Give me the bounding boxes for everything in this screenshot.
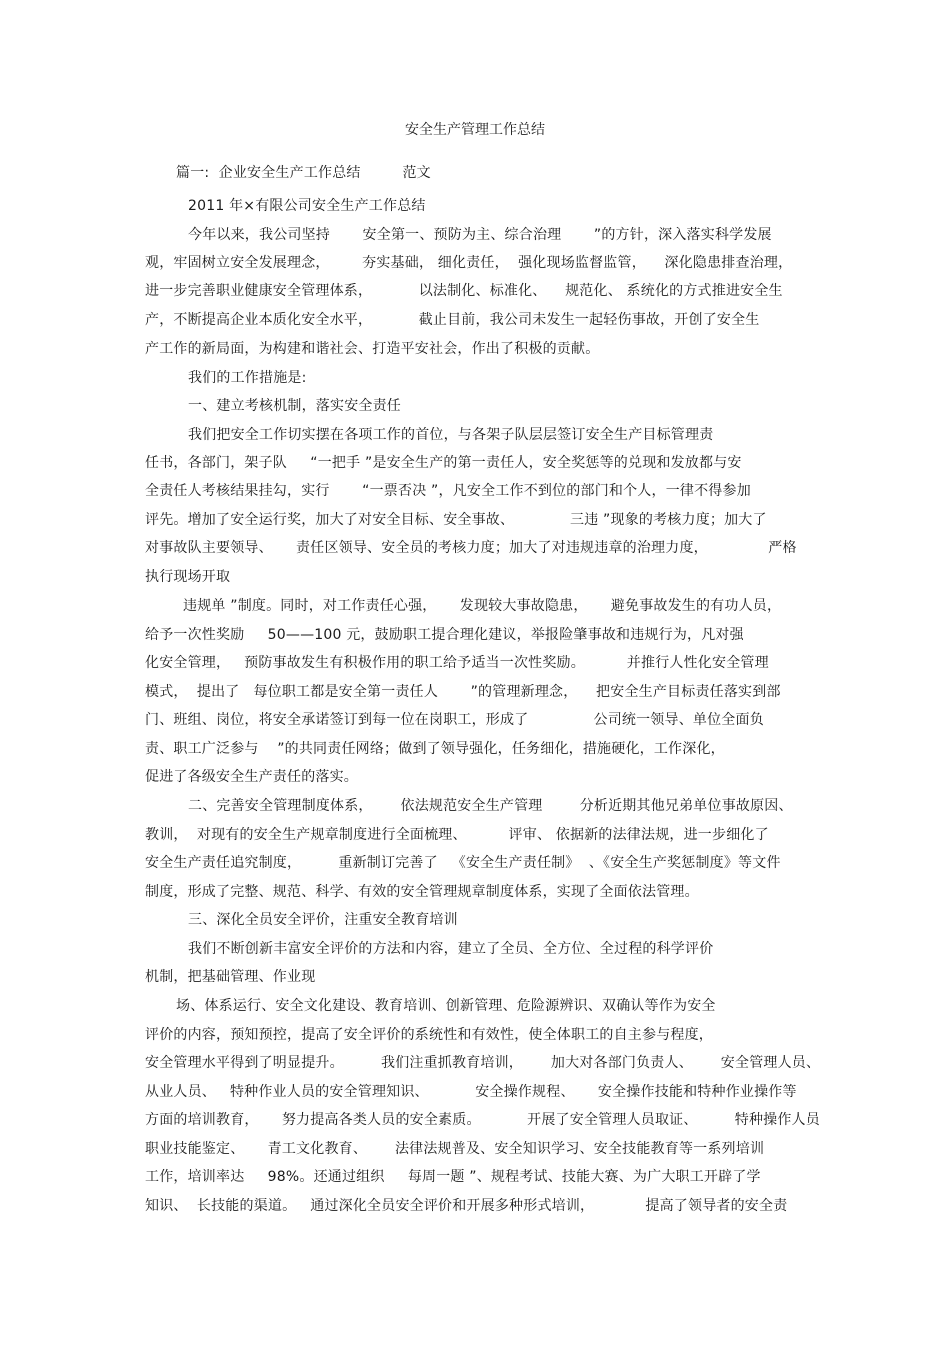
paragraph-line: 工作，培训率达 98%。还通过组织 每周一题 ”、规程考试、技能大赛、为广大职工开辟了学 <box>145 1169 761 1185</box>
paragraph-line: 我们不断创新丰富安全评价的方法和内容，建立了全员、全方位、全过程的科学评价 <box>188 941 714 957</box>
subtitle-line: 2011 年×有限公司安全生产工作总结 <box>188 198 426 214</box>
paragraph-line: 任书，各部门，架子队 “一把手 ”是安全生产的第一责任人，安全奖惩等的兑现和发放都与安 <box>145 455 742 471</box>
paragraph-line: 产工作的新局面，为构建和谐社会、打造平安社会，作出了积极的贡献。 <box>145 341 600 357</box>
paragraph-line: 给予一次性奖励 50——100 元，鼓励职工提合理化建议，举报险肇事故和违规行为，凡对强 <box>145 627 744 643</box>
paragraph-line: 安全生产责任追究制度， 重新制订完善了 《安全生产责任制》 、《安全生产奖惩制度》等文件 <box>145 855 781 871</box>
paragraph-line: 促进了各级安全生产责任的落实。 <box>145 769 358 785</box>
paragraph-line: 从业人员、 特种作业人员的安全管理知识、 安全操作规程、 安全操作技能和特种作业操作等 <box>145 1084 797 1100</box>
paragraph-line: 化安全管理， 预防事故发生有积极作用的职工给予适当一次性奖励。 并推行人性化安全管理 <box>145 655 769 671</box>
paragraph-line: 今年以来，我公司坚持 安全第一、预防为主、综合治理 ”的方针，深入落实科学发展 <box>188 227 772 243</box>
paragraph-line: 评先。增加了安全运行奖，加大了对安全目标、安全事故、 三违 ”现象的考核力度；加大了 <box>145 512 767 528</box>
paragraph-line: 进一步完善职业健康安全管理体系， 以法制化、标准化、 规范化、 系统化的方式推进安全生 <box>145 283 783 299</box>
paragraph-line: 方面的培训教育， 努力提高各类人员的安全素质。 开展了安全管理人员取证、 特种操作人员 <box>145 1112 820 1128</box>
paragraph-line: 产，不断提高企业本质化安全水平， 截止目前，我公司未发生一起轻伤事故，开创了安全生 <box>145 312 760 328</box>
paragraph-line: 机制，把基础管理、作业现 <box>145 969 316 985</box>
paragraph-line: 我们把安全工作切实摆在各项工作的首位，与各架子队层层签订安全生产目标管理责 <box>188 427 714 443</box>
paragraph-line: 门、班组、岗位，将安全承诺签订到每一位在岗职工，形成了 公司统一领导、单位全面负 <box>145 712 764 728</box>
section-heading: 一、建立考核机制，落实安全责任 <box>188 398 401 414</box>
paragraph-line: 我们的工作措施是: <box>188 370 307 386</box>
paragraph-line: 责、职工广泛参与 ”的共同责任网络；做到了领导强化，任务细化，措施硬化，工作深化， <box>145 741 725 757</box>
section-heading: 篇一: 企业安全生产工作总结 范文 <box>176 165 431 181</box>
paragraph-line: 教训， 对现有的安全生产规章制度进行全面梳理、 评审、 依据新的法律法规，进一步细化了 <box>145 827 769 843</box>
paragraph-line: 违规单 ”制度。同时，对工作责任心强， 发现较大事故隐患， 避免事故发生的有功人员， <box>183 598 782 614</box>
paragraph-line: 制度，形成了完整、规范、科学、有效的安全管理规章制度体系，实现了全面依法管理。 <box>145 884 699 900</box>
paragraph-line: 观，牢固树立安全发展理念， 夯实基础， 细化责任， 强化现场监督监管， 深化隐患排查治理， <box>145 255 793 271</box>
paragraph-line: 全责任人考核结果挂勾，实行 “一票否决 ”，凡安全工作不到位的部门和个人，一律不得参加 <box>145 483 751 499</box>
paragraph-line: 职业技能鉴定、 青工文化教育、 法律法规普及、安全知识学习、安全技能教育等一系列培训 <box>145 1141 765 1157</box>
paragraph-line: 场、体系运行、安全文化建设、教育培训、创新管理、危险源辨识、双确认等作为安全 <box>176 998 716 1014</box>
paragraph-line: 二、完善安全管理制度体系， 依法规范安全生产管理 分析近期其他兄弟单位事故原因、 <box>188 798 793 814</box>
paragraph-line: 模式， 提出了 每位职工都是安全第一责任人 ”的管理新理念， 把安全生产目标责任落实到部 <box>145 684 781 700</box>
paragraph-line: 对事故队主要领导、 责任区领导、安全员的考核力度；加大了对违规违章的治理力度， 严格 <box>145 540 797 556</box>
section-heading: 三、深化全员安全评价，注重安全教育培训 <box>188 912 458 928</box>
paragraph-line: 知识、 长技能的渠道。 通过深化全员安全评价和开展多种形式培训， 提高了领导者的安全责 <box>145 1198 788 1214</box>
paragraph-line: 执行现场开取 <box>145 569 231 585</box>
paragraph-line: 安全管理水平得到了明显提升。 我们注重抓教育培训， 加大对各部门负责人、 安全管理人员、 <box>145 1055 821 1071</box>
document-title: 安全生产管理工作总结 <box>405 122 545 138</box>
paragraph-line: 评价的内容，预知预控，提高了安全评价的系统性和有效性，使全体职工的自主参与程度， <box>145 1027 713 1043</box>
